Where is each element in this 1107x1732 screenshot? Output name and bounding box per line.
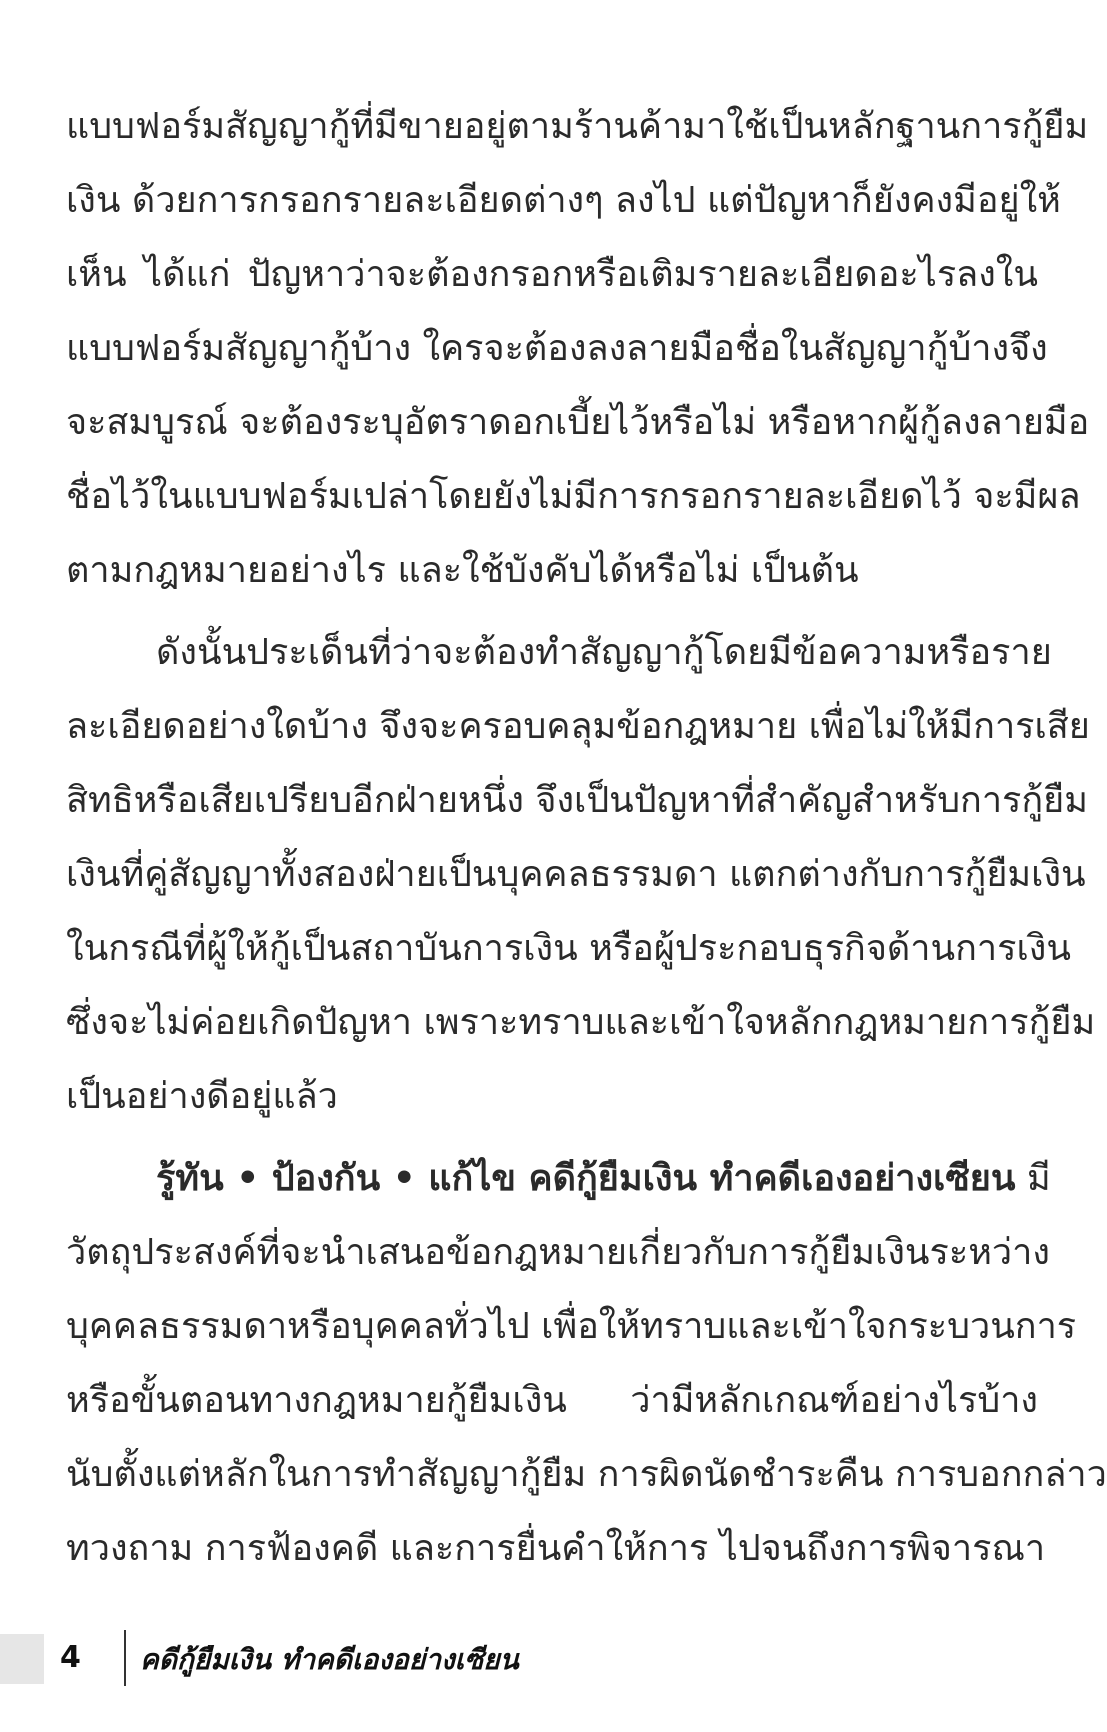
paragraph-1 xyxy=(66,90,1090,608)
text-line: บุคคลธรรมดาหรือบุคคลทั่วไป เพื่อให้ทราบและเข้าใจกระบวนการ xyxy=(66,1306,1077,1347)
text-line: เงินที่คู่สัญญาทั้งสองฝ่ายเป็นบุคคลธรรมดา แตกต่างกับการกู้ยืมเงิน xyxy=(66,854,1086,895)
text-line: ละเอียดอย่างใดบ้าง จึงจะครอบคลุมข้อกฎหมาย เพื่อไม่ให้มีการเสีย xyxy=(66,706,1090,747)
book-title: รู้ทัน • ป้องกัน • แก้ไข คดีกู้ยืมเงิน ทำคดีเองอย่างเซียน xyxy=(156,1158,1016,1199)
footer-tab xyxy=(0,1634,44,1684)
page-number: 4 xyxy=(60,1640,81,1675)
text-line: แบบฟอร์มสัญญากู้บ้าง ใครจะต้องลงลายมือชื่อในสัญญากู้บ้างจึง xyxy=(66,328,1048,369)
footer-divider xyxy=(124,1630,126,1686)
text-line-with-book-title xyxy=(66,1142,1051,1216)
text-line: จะสมบูรณ์ จะต้องระบุอัตราดอกเบี้ยไว้หรือไม่ หรือหากผู้กู้ลงลายมือ xyxy=(66,402,1090,443)
text-line: เป็นอย่างดีอยู่แล้ว xyxy=(66,1076,338,1117)
text-line: หรือขั้นตอนทางกฎหมายกู้ยืมเงิน ว่ามีหลักเกณฑ์อย่างไรบ้าง xyxy=(66,1380,1038,1421)
text-line: วัตถุประสงค์ที่จะนำเสนอข้อกฎหมายเกี่ยวกับการกู้ยืมเงินระหว่าง xyxy=(66,1232,1050,1273)
running-head: คดีกู้ยืมเงิน ทำคดีเองอย่างเซียน xyxy=(140,1643,519,1676)
text-line: เห็น ได้แก่ ปัญหาว่าจะต้องกรอกหรือเติมรายละเอียดอะไรลงใน xyxy=(66,254,1038,295)
text-line: ทวงถาม การฟ้องคดี และการยื่นคำให้การ ไปจนถึงการพิจารณา xyxy=(66,1528,1046,1569)
paragraph-3 xyxy=(66,1142,1107,1586)
text-line: ตามกฎหมายอย่างไร และใช้บังคับได้หรือไม่ เป็นต้น xyxy=(66,550,859,591)
paragraph-2 xyxy=(66,616,1096,1134)
text-line: แบบฟอร์มสัญญากู้ที่มีขายอยู่ตามร้านค้ามาใช้เป็นหลักฐานการกู้ยืม xyxy=(66,106,1089,147)
body-text xyxy=(66,90,1107,1586)
text-line: ในกรณีที่ผู้ให้กู้เป็นสถาบันการเงิน หรือผู้ประกอบธุรกิจด้านการเงิน xyxy=(66,928,1071,969)
text-line: ชื่อไว้ในแบบฟอร์มเปล่าโดยยังไม่มีการกรอกรายละเอียดไว้ จะมีผล xyxy=(66,476,1081,517)
text-line: ดังนั้นประเด็นที่ว่าจะต้องทำสัญญากู้โดยมีข้อความหรือราย xyxy=(156,632,1052,673)
text-line: นับตั้งแต่หลักในการทำสัญญากู้ยืม การผิดนัดชำระคืน การบอกกล่าว xyxy=(66,1454,1107,1495)
text-fragment: มี xyxy=(1026,1158,1051,1199)
text-line: สิทธิหรือเสียเปรียบอีกฝ่ายหนึ่ง จึงเป็นปัญหาที่สำคัญสำหรับการกู้ยืม xyxy=(66,780,1089,821)
text-line: เงิน ด้วยการกรอกรายละเอียดต่างๆ ลงไป แต่ปัญหาก็ยังคงมีอยู่ให้ xyxy=(66,180,1061,221)
text-line: ซึ่งจะไม่ค่อยเกิดปัญหา เพราะทราบและเข้าใจหลักกฎหมายการกู้ยืม xyxy=(66,1002,1096,1043)
